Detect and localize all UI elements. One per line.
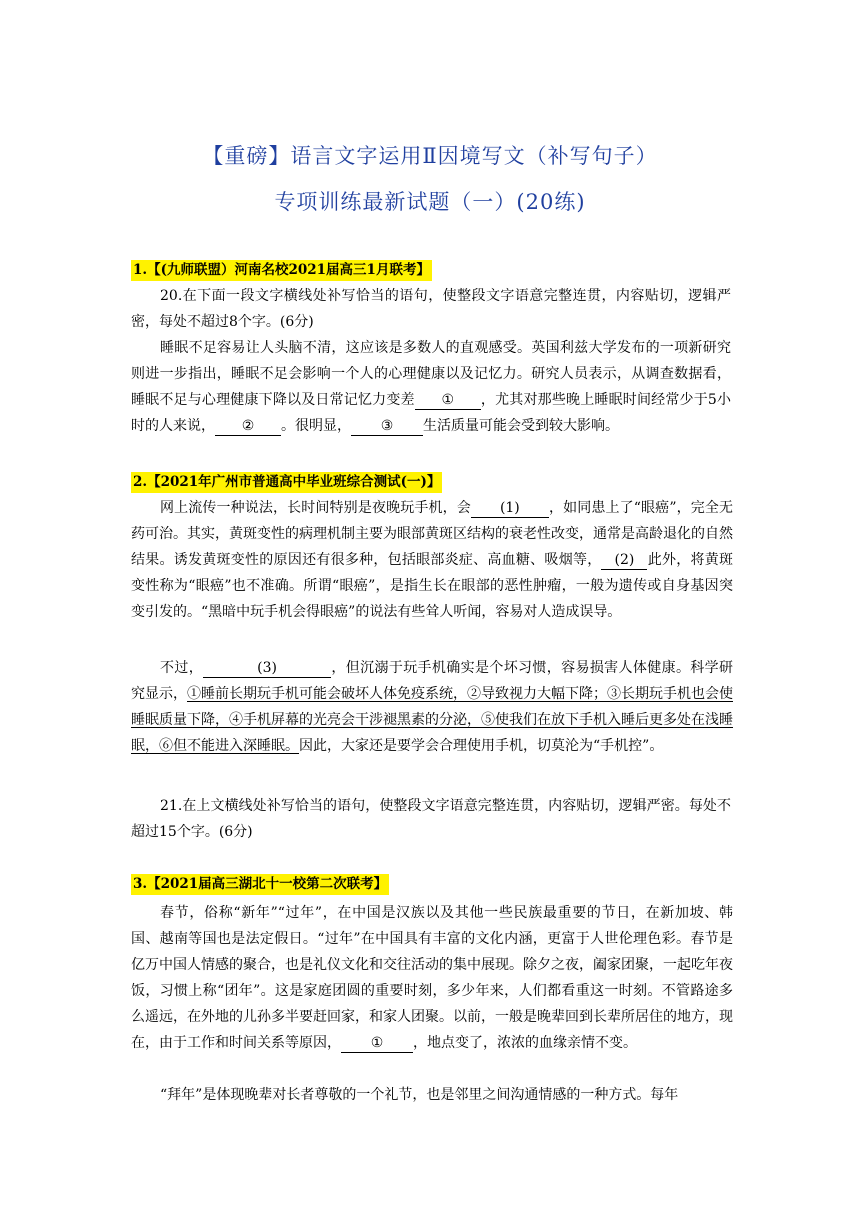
q1-heading: 1.【(九师联盟）河南名校2021届高三1月联考】 [131,260,432,281]
q3-passage-2: “拜年”是体现晚辈对长者尊敬的一个礼节，也是邻里之间沟通情感的一种方式。每年 [160,1087,679,1103]
q2-passage-2: 不过， (3) ，但沉溺于玩手机确实是个坏习惯，容易损害人体健康。科学研究显示，①睡前长期玩手机可能会破坏人体免疫系统，②导致视力大幅下降；③长期玩手机也会使睡眠质量下降，④手机屏幕的光亮会干涉褪黑素的分泌，⑤使我们在放下手机入睡后更多处在浅睡眠，⑥但不能进入深睡眠。因此，大家还是要学会合理使用手机，切莫沦为“手机控”。 [131,660,734,754]
q2-underlined-passage: ①睡前长期玩手机可能会破坏人体免疫系统，②导致视力大幅下降；③长期玩手机也会使睡眠质量下降，④手机屏幕的光亮会干涉褪黑素的分泌，⑤使我们在放下手机入睡后更多处在浅睡眠，⑥但不能进入深睡眠。 [131,686,733,754]
q1-blank-3[interactable]: ③ [351,417,423,436]
page-title-line1: 【重磅】语言文字运用Ⅱ因境写文（补写句子） [202,144,658,168]
q3-blank-1[interactable]: ① [341,1034,413,1053]
q2-prompt: 21.在上文横线处补写恰当的语句，使整段文字语意完整连贯，内容贴切，逻辑严密。每处不超过15个字。(6分) [131,798,731,840]
q2-blank-3[interactable]: (3) [203,659,331,678]
q2-passage-1: 网上流传一种说法，长时间特别是夜晚玩手机，会 (1) ，如同患上了“眼癌”，完全无药可治。其实，黄斑变性的病理机制主要为眼部黄斑区结构的衰老性改变，通常是高龄退化的自然结果。诱发黄斑变性的原因还有很多种，包括眼部炎症、高血糖、吸烟等， (2) 此外，将黄斑变性称为“眼癌”也不准确。所谓“眼癌”，是指生长在眼部的恶性肿瘤，一般为遗传或自身基因突变引发的。“黑暗中玩手机会得眼癌”的说法有些耸人听闻，容易对人造成误导。 [131,500,734,620]
q1-prompt: 20.在下面一段文字横线处补写恰当的语句，使整段文字语意完整连贯，内容贴切，逻辑严密，每处不超过8个字。(6分) [131,288,731,330]
q3-passage-1: 春节，俗称“新年”“过年”，在中国是汉族以及其他一些民族最重要的节日，在新加坡、韩国、越南等国也是法定假日。“过年”在中国具有丰富的文化内涵，更富于人世伦理色彩。春节是亿万中国人情感的聚合，也是礼仪文化和交往活动的集中展现。除夕之夜，阖家团聚，一起吃年夜饭，习惯上称“团年”。这是家庭团圆的重要时刻，多少年来，人们都看重这一时刻。不管路途多么遥远，在外地的儿孙多半要赶回家，和家人团聚。以前，一般是晚辈回到长辈所居住的地方，现在，由于工作和时间关系等原因， ① ，地点变了，浓浓的血缘亲情不变。 [131,905,733,1051]
q2-blank-2[interactable]: (2) [601,551,647,570]
q1-blank-1[interactable]: ① [415,391,481,410]
q2-blank-1[interactable]: (1) [471,499,549,518]
q2-heading: 2.【2021年广州市普通高中毕业班综合测试(一)】 [131,472,442,493]
q3-heading: 3.【2021届高三湖北十一校第二次联考】 [131,874,389,895]
q1-blank-2[interactable]: ② [215,417,281,436]
page-title-line2: 专项训练最新试题（一）(20练) [274,190,586,214]
q1-passage: 睡眠不足容易让人头脑不清，这应该是多数人的直观感受。英国利兹大学发布的一项新研究则进一步指出，睡眠不足会影响一个人的心理健康以及记忆力。研究人员表示，从调查数据看，睡眠不足与心理健康下降以及日常记忆力变差 ① ，尤其对那些晚上睡眠时间经常少于5小时的人来说， ② 。很明显， ③ 生活质量可能会受到较大影响。 [131,340,732,434]
